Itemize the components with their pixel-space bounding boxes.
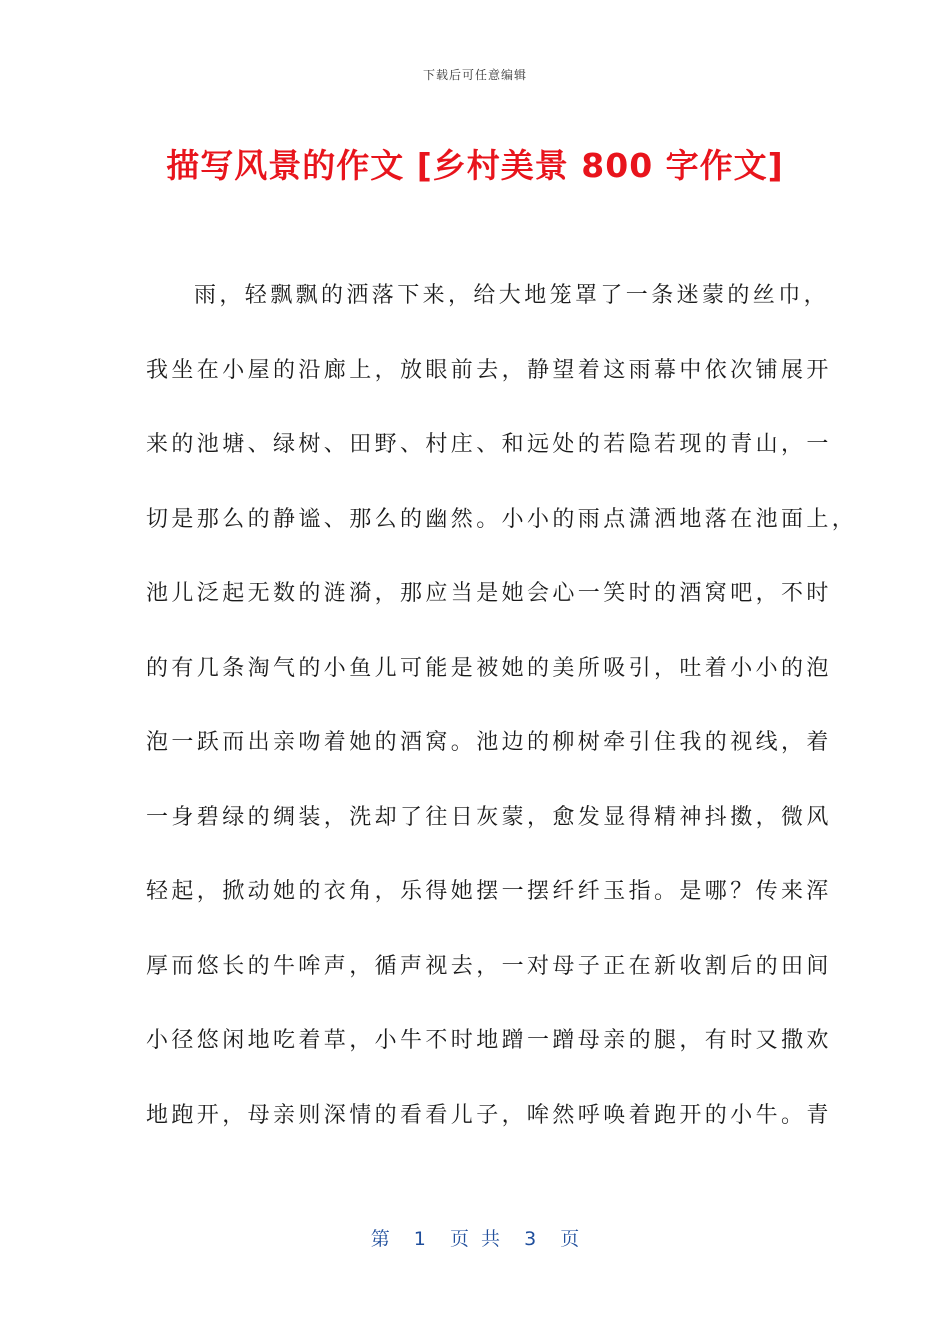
paragraph-line: 地跑开，母亲则深情的看看儿子，哞然呼唤着跑开的小牛。青: [146, 1102, 832, 1128]
paragraph-line: 泡一跃而出亲吻着她的酒窝。池边的柳树牵引住我的视线，着: [146, 730, 832, 755]
paragraph-line: 厚而悠长的牛哞声，循声视去，一对母子正在新收割后的田间: [146, 953, 832, 979]
page-number-label: 第 1 页 共 3 页: [370, 1228, 580, 1250]
paragraph-line: 一身碧绿的绸装，洗却了往日灰蒙，愈发显得精神抖擞，微风: [146, 804, 832, 830]
paragraph-line: 来的池塘、绿树、田野、村庄、和远处的若隐若现的青山，一: [146, 432, 832, 457]
page-number-footer: [0, 1224, 950, 1251]
paragraph-line: 池儿泛起无数的涟漪，那应当是她会心一笑时的酒窝吧，不时: [146, 581, 832, 606]
paragraph-line: 的有几条淘气的小鱼儿可能是被她的美所吸引，吐着小小的泡: [146, 655, 832, 681]
paragraph-line: 我坐在小屋的沿廊上，放眼前去，静望着这雨幕中依次铺展开: [146, 357, 832, 383]
document-body: [146, 272, 858, 1166]
paragraph-line: 轻起，掀动她的衣角，乐得她摆一摆纤纤玉指。是哪？传来浑: [146, 879, 832, 904]
page-header-note: 下载后可任意编辑: [422, 68, 527, 82]
paragraph-line: 雨，轻飘飘的洒落下来，给大地笼罩了一条迷蒙的丝巾，: [194, 283, 830, 308]
paragraph-line: 小径悠闲地吃着草，小牛不时地蹭一蹭母亲的腿，有时又撒欢: [146, 1028, 832, 1053]
document-title: 描写风景的作文 [乡村美景 800 字作文]: [166, 146, 784, 185]
paragraph-line: 切是那么的静谧、那么的幽然。小小的雨点潇洒地落在池面上，: [146, 506, 858, 532]
